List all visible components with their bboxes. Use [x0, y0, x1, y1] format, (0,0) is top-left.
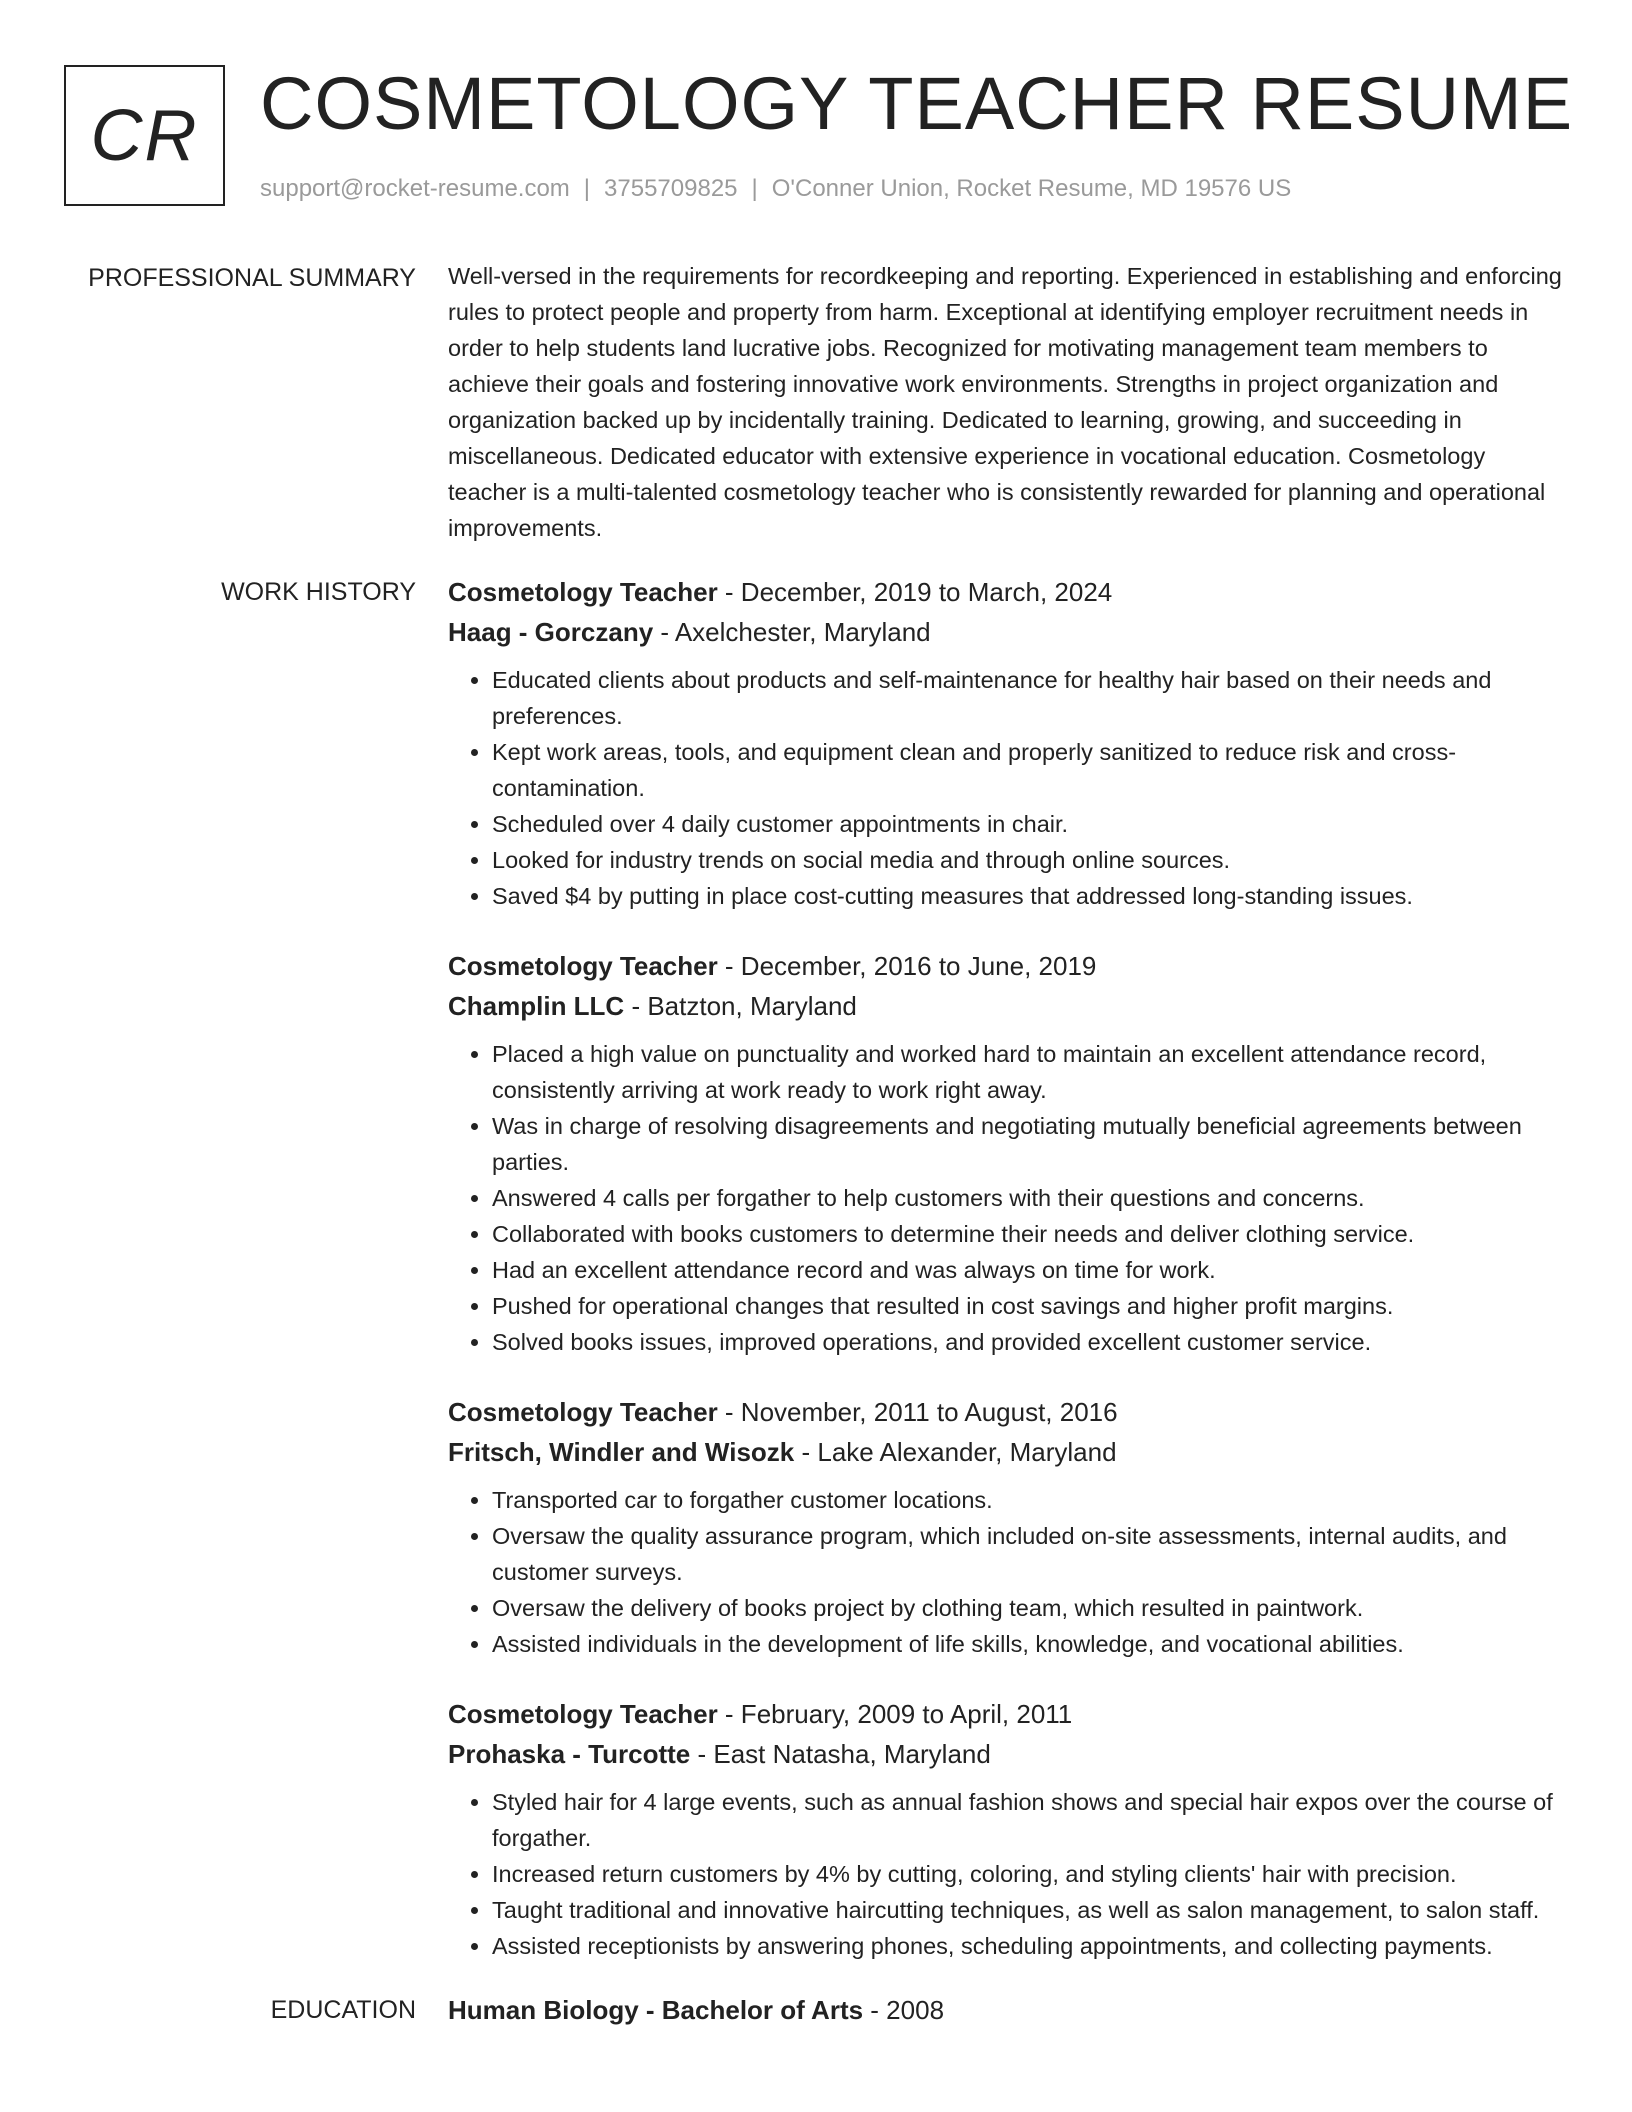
job-entry — [448, 1392, 1562, 1662]
job-entry — [448, 946, 1562, 1360]
job-bullet: • Pushed for operational changes that resulted in cost savings and higher profit margins. — [492, 1288, 1562, 1324]
page-title: COSMETOLOGY TEACHER RESUME — [260, 62, 1574, 145]
job-bullet: • Was in charge of resolving disagreements and negotiating mutually beneficial agreements between parties. — [492, 1108, 1562, 1180]
job-bullet: • Saved $4 by putting in place cost-cutting measures that addressed long-standing issues. — [492, 878, 1562, 914]
job-bullet: • Scheduled over 4 daily customer appointments in chair. — [492, 806, 1562, 842]
job-bullet: • Placed a high value on punctuality and worked hard to maintain an excellent attendance record, consistently arriving at work ready to work right away. — [492, 1036, 1562, 1108]
job-location: - East Natasha, Maryland — [690, 1739, 991, 1769]
job-title-line — [448, 1392, 1562, 1432]
section-label-work-history: WORK HISTORY — [221, 578, 416, 606]
job-title-line — [448, 946, 1562, 986]
resume-content — [0, 258, 1632, 2056]
job-dates: - February, 2009 to April, 2011 — [717, 1699, 1073, 1729]
job-bullets — [448, 1036, 1562, 1360]
summary-body — [448, 258, 1562, 546]
job-title-line — [448, 572, 1562, 612]
job-bullet: • Assisted individuals in the development of life skills, knowledge, and vocational abilities. — [492, 1626, 1562, 1662]
work-history-body — [448, 572, 1562, 1964]
job-bullet: • Oversaw the delivery of books project by clothing team, which resulted in paintwork. — [492, 1590, 1562, 1626]
job-entry — [448, 1694, 1562, 1964]
job-bullet: • Kept work areas, tools, and equipment clean and properly sanitized to reduce risk and cross-contamination. — [492, 734, 1562, 806]
education-degree: Human Biology - Bachelor of Arts — [448, 1995, 864, 2025]
job-bullet: • Answered 4 calls per forgather to help customers with their questions and concerns. — [492, 1180, 1562, 1216]
job-bullet: • Collaborated with books customers to determine their needs and deliver clothing service. — [492, 1216, 1562, 1252]
job-entry — [448, 572, 1562, 914]
job-bullets — [448, 662, 1562, 914]
job-company-line — [448, 1734, 1562, 1774]
job-dates: - November, 2011 to August, 2016 — [717, 1397, 1118, 1427]
job-location: - Batzton, Maryland — [624, 991, 857, 1021]
job-company-line — [448, 986, 1562, 1026]
monogram-logo: CR — [64, 65, 225, 206]
contact-phone[interactable]: 3755709825 — [604, 175, 738, 202]
job-bullet: • Styled hair for 4 large events, such as annual fashion shows and special hair expos over the course of forgather. — [492, 1784, 1562, 1856]
job-location: - Lake Alexander, Maryland — [794, 1437, 1117, 1467]
job-bullet: • Oversaw the quality assurance program, which included on-site assessments, internal audits, and customer surveys. — [492, 1518, 1562, 1590]
education-year: - 2008 — [863, 1995, 945, 2025]
job-company: Prohaska - Turcotte — [448, 1739, 691, 1769]
job-title: Cosmetology Teacher — [448, 577, 718, 607]
job-company: Haag - Gorczany — [448, 617, 654, 647]
contact-line — [260, 175, 1291, 203]
resume-header — [64, 62, 1574, 215]
job-bullet: • Transported car to forgather customer locations. — [492, 1482, 1562, 1518]
job-bullet: • Solved books issues, improved operations, and provided excellent customer service. — [492, 1324, 1562, 1360]
job-dates: - December, 2019 to March, 2024 — [717, 577, 1113, 607]
job-bullet: • Had an excellent attendance record and was always on time for work. — [492, 1252, 1562, 1288]
job-bullet: • Assisted receptionists by answering phones, scheduling appointments, and collecting payments. — [492, 1928, 1562, 1964]
job-company-line — [448, 612, 1562, 652]
job-company: Fritsch, Windler and Wisozk — [448, 1437, 795, 1467]
job-title: Cosmetology Teacher — [448, 1397, 718, 1427]
job-bullet: • Increased return customers by 4% by cutting, coloring, and styling clients' hair with precision. — [492, 1856, 1562, 1892]
contact-address: O'Conner Union, Rocket Resume, MD 19576 US — [771, 175, 1292, 202]
job-location: - Axelchester, Maryland — [653, 617, 931, 647]
job-bullet: • Looked for industry trends on social media and through online sources. — [492, 842, 1562, 878]
job-bullets — [448, 1482, 1562, 1662]
contact-separator: | — [751, 175, 758, 202]
section-label-summary: PROFESSIONAL SUMMARY — [88, 264, 416, 292]
job-company: Champlin LLC — [448, 991, 625, 1021]
job-title-line — [448, 1694, 1562, 1734]
education-body — [448, 1990, 1562, 2030]
job-company-line — [448, 1432, 1562, 1472]
job-title: Cosmetology Teacher — [448, 1699, 718, 1729]
summary-text: Well-versed in the requirements for recordkeeping and reporting. Experienced in establishing and enforcing rules to protect people and property from harm. Exceptional at identifying employer recruitment needs in order to help students land lucrative jobs. Recognized for motivating management team members to achieve their goals and fostering innovative work environments. Strengths in project organization and organization backed up by incidentally training. Dedicated to learning, growing, and succeeding in miscellaneous. Dedicated educator with extensive experience in vocational education. Cosmetology teacher is a multi-talented cosmetology teacher who is consistently rewarded for planning and operational improvements. — [448, 263, 1562, 541]
job-dates: - December, 2016 to June, 2019 — [717, 951, 1097, 981]
job-bullet: • Taught traditional and innovative haircutting techniques, as well as salon management, to salon staff. — [492, 1892, 1562, 1928]
summary-section — [0, 258, 1632, 546]
section-label-education: EDUCATION — [270, 1996, 416, 2024]
contact-email[interactable]: support@rocket-resume.com — [260, 175, 570, 202]
education-degree-line — [448, 1990, 1562, 2030]
job-bullets — [448, 1784, 1562, 1964]
job-bullet: • Educated clients about products and self-maintenance for healthy hair based on their needs and preferences. — [492, 662, 1562, 734]
contact-separator: | — [583, 175, 591, 202]
education-section — [0, 1990, 1632, 2030]
work-history-section — [0, 572, 1632, 1964]
job-title: Cosmetology Teacher — [448, 951, 718, 981]
